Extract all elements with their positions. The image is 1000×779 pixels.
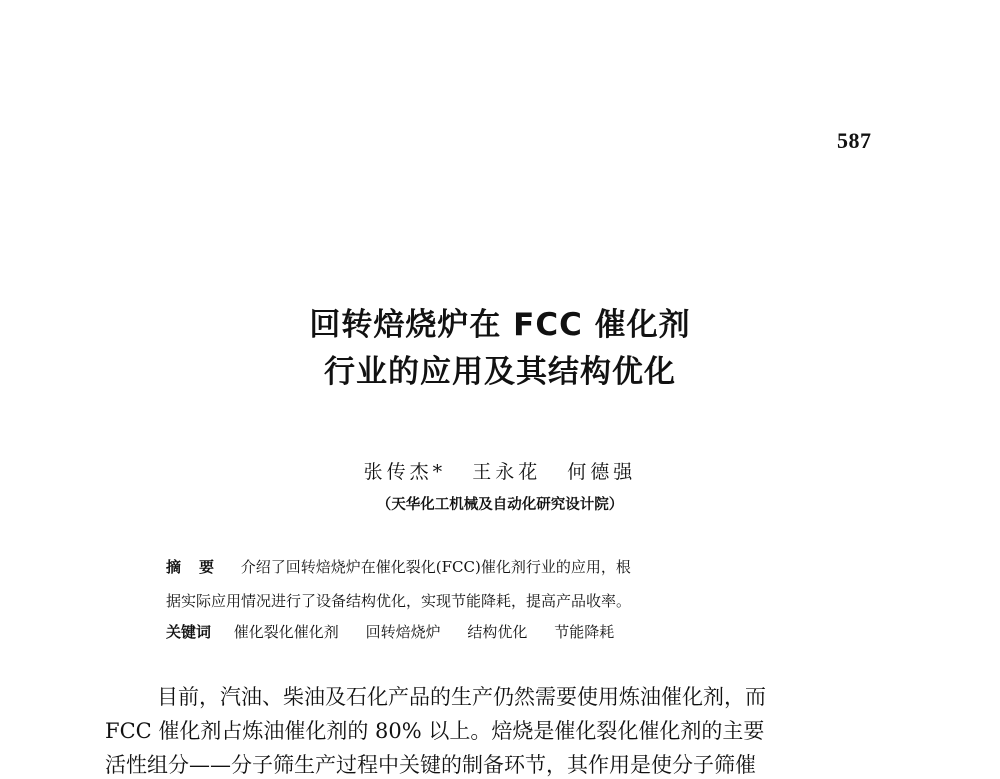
body-text-line-2: FCC 催化剂占炼油催化剂的 80% 以上。焙烧是催化裂化催化剂的主要 <box>105 719 765 743</box>
paper-title-line-2: 行业的应用及其结构优化 <box>324 354 676 390</box>
keywords-label: 关键词 <box>166 623 212 641</box>
keyword: 回转焙烧炉 <box>365 623 441 641</box>
author-name: 张传杰* <box>363 461 447 483</box>
page-number: 587 <box>837 128 872 153</box>
paper-title-line-1: 回转焙烧炉在 FCC 催化剂 <box>309 307 691 343</box>
affiliation: （天华化工机械及自动化研究设计院） <box>376 497 624 513</box>
keyword: 催化裂化催化剂 <box>233 623 339 641</box>
author-list <box>0 457 1000 484</box>
abstract-text-1: 介绍了回转焙烧炉在催化裂化(FCC)催化剂行业的应用，根 <box>240 558 631 576</box>
abstract-line-1 <box>166 556 631 577</box>
keywords-line <box>166 621 636 642</box>
keyword: 结构优化 <box>467 623 528 641</box>
body-text-line-3: 活性组分——分子筛生产过程中关键的制备环节，其作用是使分子筛催 <box>105 753 756 777</box>
author-name: 王永花 <box>472 461 542 483</box>
keyword: 节能降耗 <box>554 623 615 641</box>
abstract-line-2: 据实际应用情况进行了设备结构优化，实现节能降耗，提高产品收率。 <box>166 592 632 610</box>
abstract-label: 摘要 <box>166 558 233 576</box>
body-text-line-1: 目前，汽油、柴油及石化产品的生产仍然需要使用炼油催化剂，而 <box>157 685 766 709</box>
author-name: 何德强 <box>567 461 637 483</box>
